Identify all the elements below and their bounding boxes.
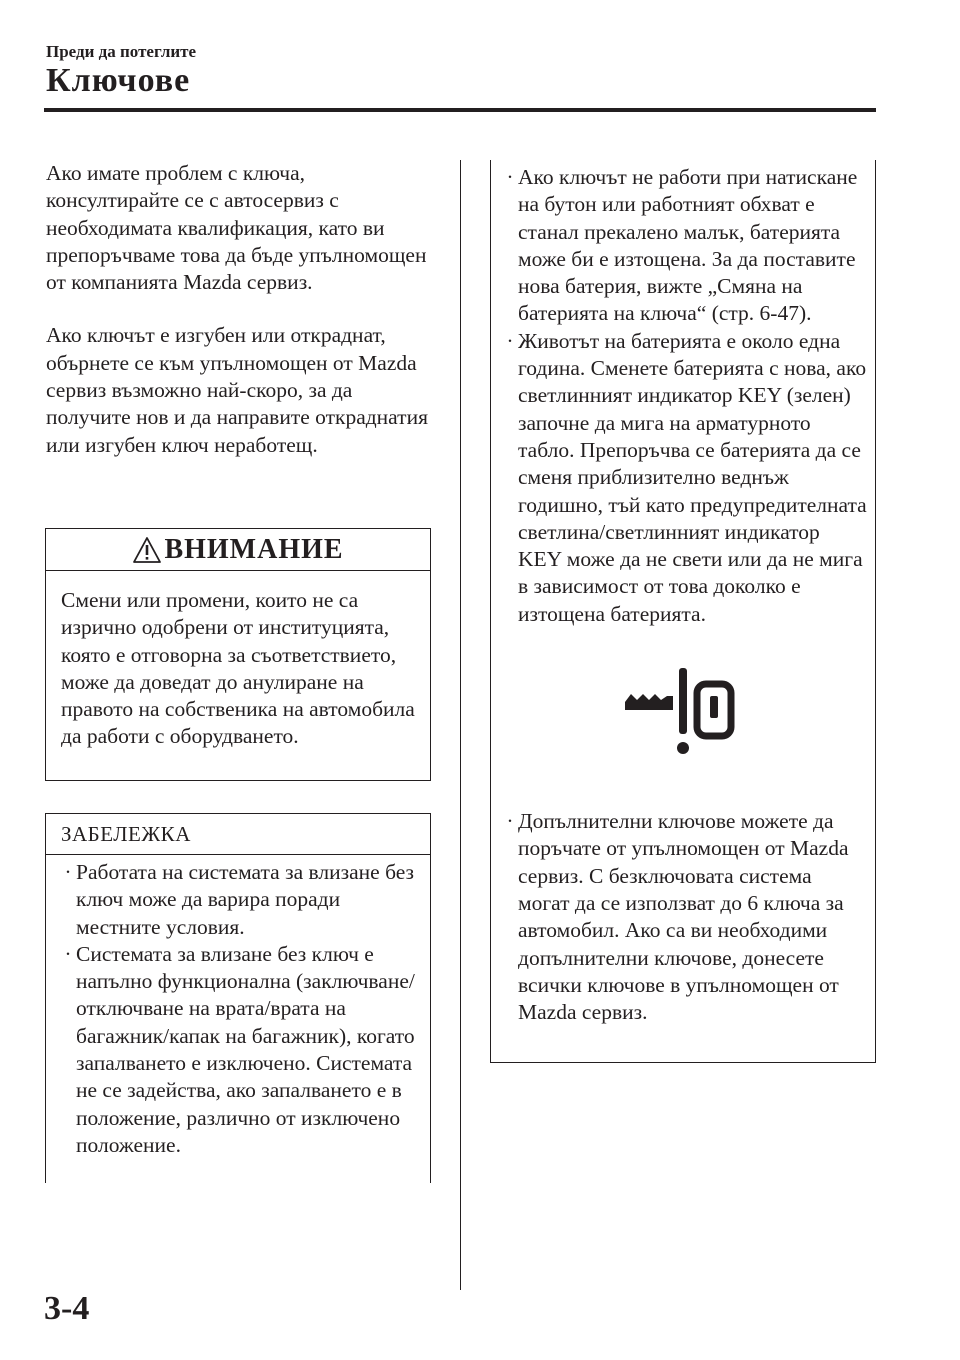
bullet-dot: · (506, 328, 514, 353)
caution-header (46, 529, 430, 571)
right-note-body (491, 160, 875, 1026)
bullet-dot: · (506, 809, 514, 834)
right-note-item (502, 808, 867, 1026)
note-box (45, 813, 431, 1183)
right-note-item-text: Животът на батерията е около една година. Сменете батерията с нова, ако светлинният индикатор KEY (зелен) започне да мига на арматурното табло. Препоръчва се батерията да се сменя приблизително веднъж годишно, тъй като предупредителната светлина/светлинният индикатор KEY може да не свети или да не мига в зависимост от това доколко е изтощена батерията. (518, 328, 867, 626)
column-divider (460, 160, 461, 1290)
right-note-box (490, 160, 876, 1063)
note-item (60, 941, 424, 1159)
intro-paragraph: Ако имате проблем с ключа, консултирайте се с автосервиз с необходимата квалификация, като ви препоръчваме това да бъде упълномощен от компанията Mazda сервиз. (46, 161, 427, 295)
caution-body (46, 571, 430, 751)
right-note-item (502, 164, 867, 328)
warning-triangle-icon (132, 536, 162, 564)
bullet-dot: · (506, 165, 514, 189)
left-column (46, 160, 436, 459)
note-item-text: Системата за влизане без ключ е напълно функционална (заключване/отключване на врата/врата на багажник/капак на багажник), когато запалването е изключено. Системата не се задейства, ако запалването е в положение, различно от изключено положение. (76, 941, 415, 1157)
note-title: ЗАБЕЛЕЖКА (61, 821, 191, 846)
note-item-text: Работата на системата за влизане без ключ може да варира поради местните условия. (76, 860, 415, 939)
key-warning-indicator-icon (623, 666, 747, 762)
right-note-item-text: Ако ключът не работи при натискане на бутон или работният обхват е станал прекалено малък, батерията може би е изтощена. За да поставите нова батерия, вижте „Смяна на батерията на ключа“ (стр. 6-47). (518, 165, 858, 326)
caution-text: Смени или промени, които не са изрично одобрени от институцията, която е отговорна за съответствието, може да доведат до анулиране на правото на собственика на автомобила да работи с оборудването. (61, 588, 415, 749)
bullet-dot: · (64, 941, 72, 966)
caution-box (45, 528, 431, 781)
right-note-item-text: Допълнителни ключове можете да поръчате от упълномощен от Mazda сервиз. С безключовата система могат да се използват до 6 ключа за автомобил. Ако са ви необходими допълнителни ключове, донесете всички ключове в упълномощен от Mazda сервиз. (518, 809, 849, 1025)
right-note-item (502, 328, 867, 628)
note-header (46, 814, 430, 855)
key-indicator-figure (502, 644, 867, 784)
note-item (60, 859, 424, 941)
page-number: 3-4 (44, 1290, 90, 1327)
caution-title: ВНИМАНИЕ (164, 533, 344, 565)
chapter-title: Ключове (46, 62, 191, 99)
bullet-dot: · (64, 860, 72, 884)
section-label: Преди да потеглите (46, 42, 197, 61)
header-rule (44, 108, 876, 112)
note-body (46, 855, 430, 1159)
lost-key-paragraph: Ако ключът е изгубен или откраднат, обърнете се към упълномощен от Mazda сервиз възможно най-скоро, за да получите нов и да направите откраднатия или изгубен ключ неработещ. (46, 323, 428, 457)
